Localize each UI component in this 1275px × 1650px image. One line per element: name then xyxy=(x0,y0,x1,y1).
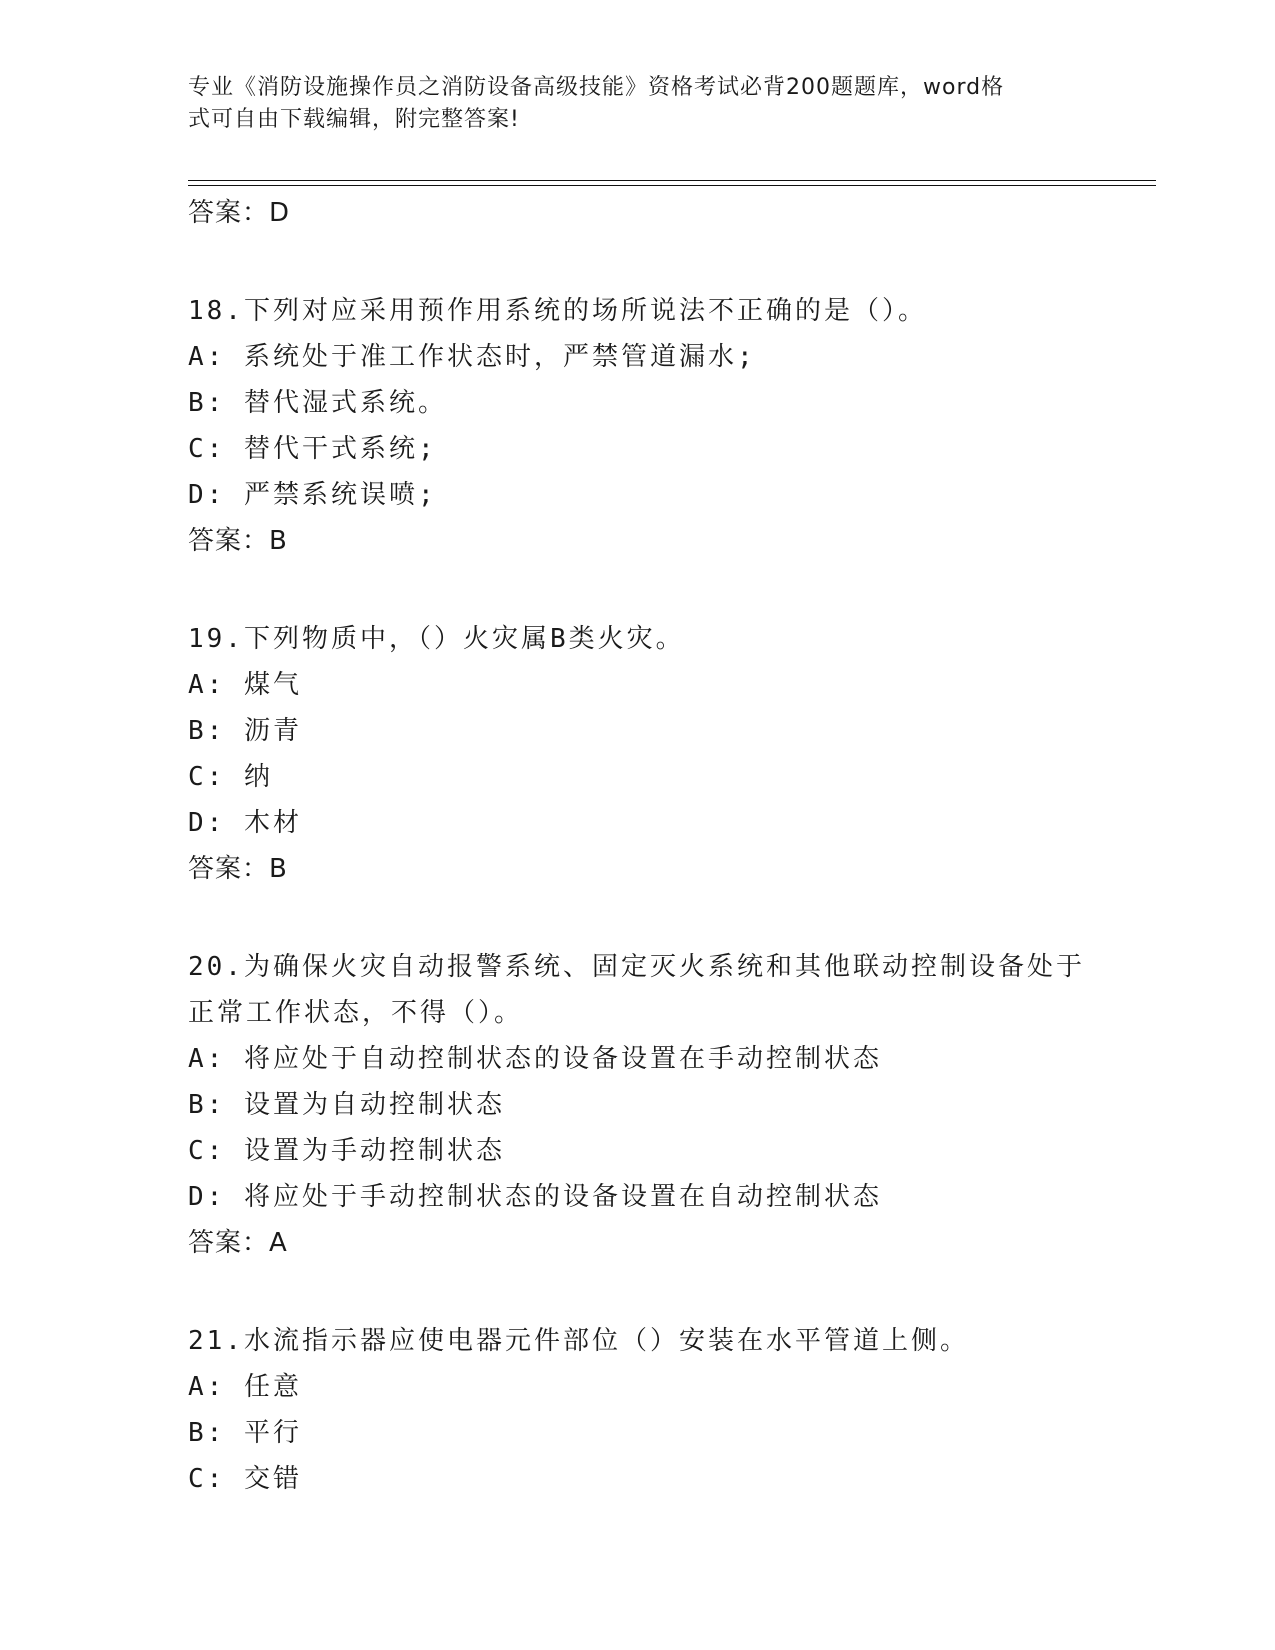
answer: 答案：B xyxy=(188,526,288,556)
header-divider-bottom xyxy=(188,185,1156,186)
question-20 xyxy=(188,944,1148,1266)
option-b: B: 替代湿式系统。 xyxy=(188,388,447,418)
option-a: A: 任意 xyxy=(188,1372,302,1402)
option-c: C: 替代干式系统; xyxy=(188,434,437,464)
question-list xyxy=(188,190,1148,1502)
option-d: D: 木材 xyxy=(188,808,302,838)
option-c: C: 设置为手动控制状态 xyxy=(188,1136,505,1166)
question-21 xyxy=(188,1318,1148,1502)
spacer xyxy=(188,236,1148,288)
option-c: C: 交错 xyxy=(188,1464,302,1494)
answer: 答案：B xyxy=(188,854,288,884)
option-b: B: 平行 xyxy=(188,1418,302,1448)
option-d: D: 严禁系统误喷; xyxy=(188,480,437,510)
question-18 xyxy=(188,288,1148,564)
question-19 xyxy=(188,616,1148,892)
spacer xyxy=(188,892,1148,944)
spacer xyxy=(188,564,1148,616)
option-a: A: 煤气 xyxy=(188,670,302,700)
question-stem: 19.下列物质中，（）火灾属B类火灾。 xyxy=(188,624,685,654)
option-a: A: 将应处于自动控制状态的设备设置在手动控制状态 xyxy=(188,1044,882,1074)
option-d: D: 将应处于手动控制状态的设备设置在自动控制状态 xyxy=(188,1182,882,1212)
question-stem: 21.水流指示器应使电器元件部位（）安装在水平管道上侧。 xyxy=(188,1326,969,1356)
option-b: B: 设置为自动控制状态 xyxy=(188,1090,505,1120)
header-intro-line-2: 式可自由下载编辑，附完整答案! xyxy=(188,107,520,132)
document-header xyxy=(188,72,1068,136)
answer: 答案：A xyxy=(188,1228,288,1258)
header-divider-top xyxy=(188,180,1156,181)
question-stem-line-2: 正常工作状态，不得（）。 xyxy=(188,998,524,1028)
spacer xyxy=(188,1266,1148,1318)
previous-answer: 答案：D xyxy=(188,198,291,228)
question-stem: 18.下列对应采用预作用系统的场所说法不正确的是（）。 xyxy=(188,296,927,326)
option-a: A: 系统处于准工作状态时，严禁管道漏水; xyxy=(188,342,756,372)
question-stem-line-1: 20.为确保火灾自动报警系统、固定灭火系统和其他联动控制设备处于 xyxy=(188,952,1085,982)
option-c: C: 纳 xyxy=(188,762,273,792)
option-b: B: 沥青 xyxy=(188,716,302,746)
header-intro-line-1: 专业《消防设施操作员之消防设备高级技能》资格考试必背200题题库，word格 xyxy=(188,75,1005,100)
